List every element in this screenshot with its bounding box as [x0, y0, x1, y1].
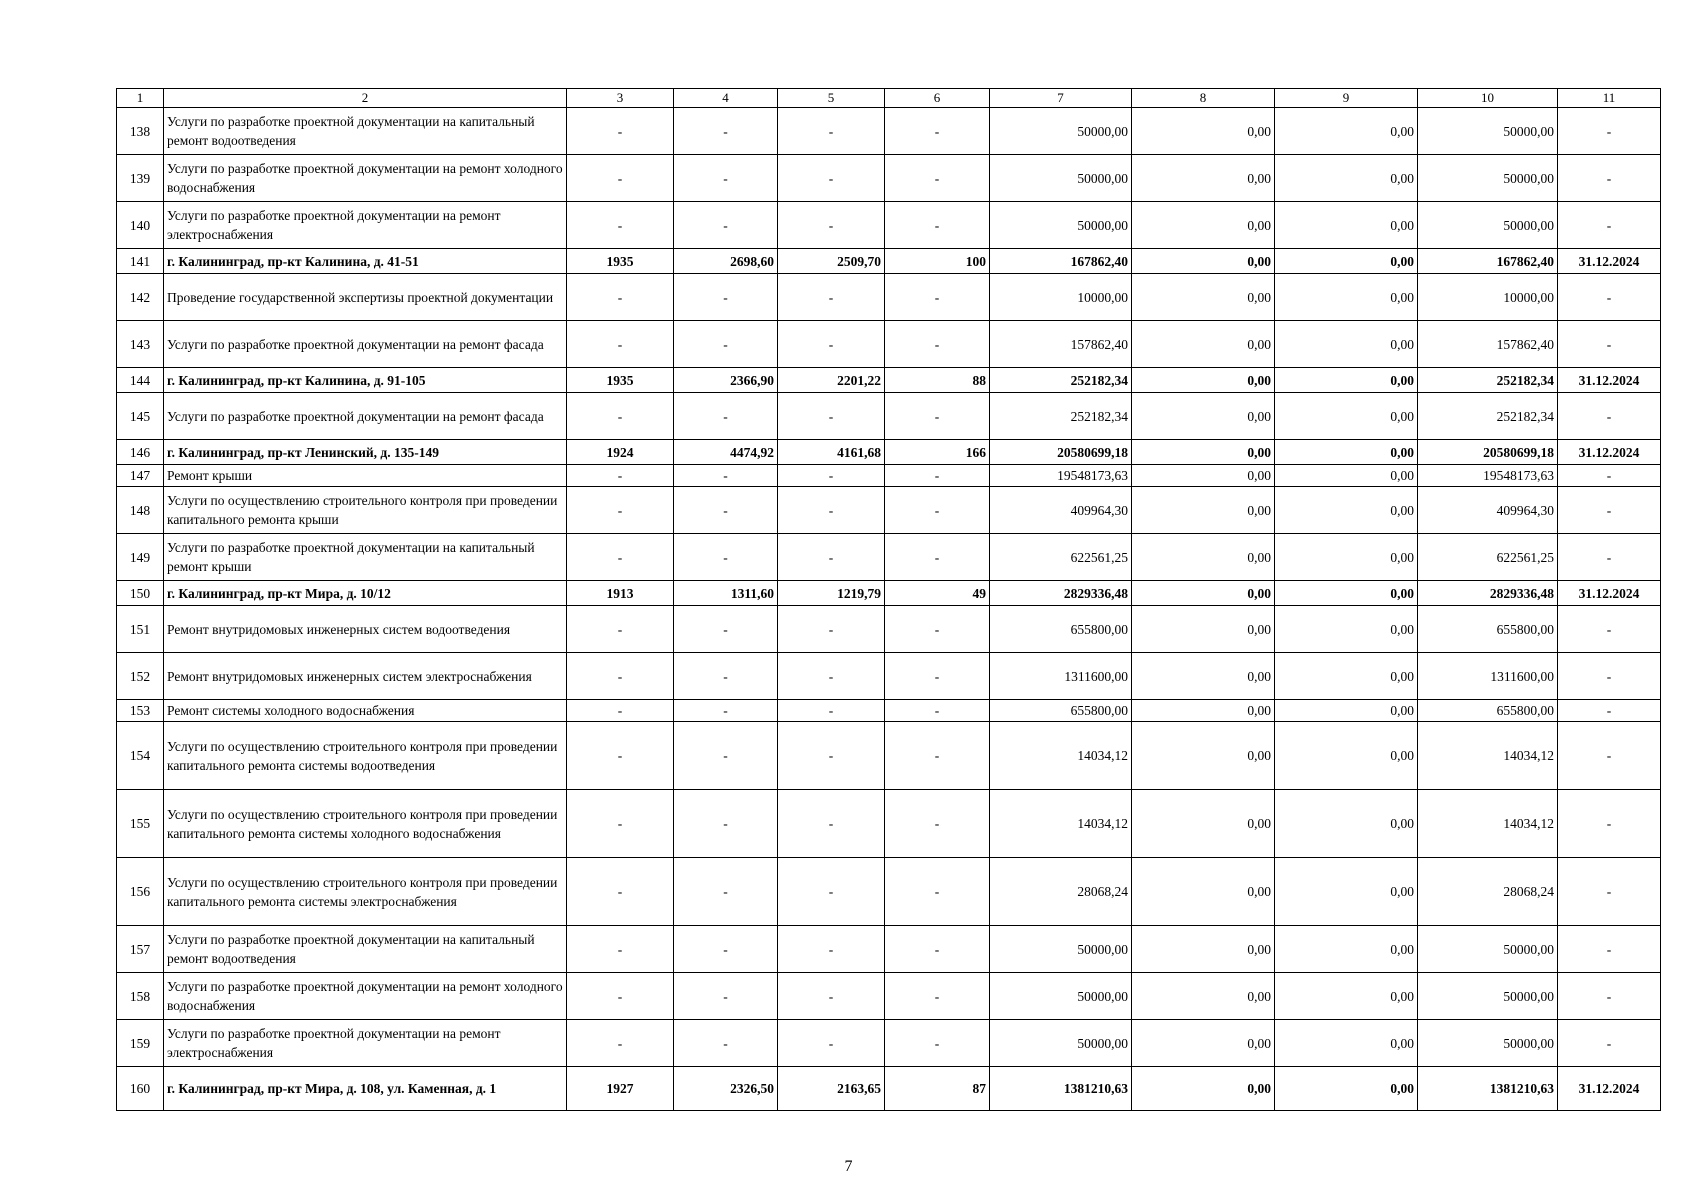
cell-col-6: - [885, 606, 990, 653]
cell-col-9: 0,00 [1275, 393, 1418, 440]
cell-col-11: 31.12.2024 [1558, 581, 1661, 606]
cell-col-4: - [674, 926, 778, 973]
cell-col-7: 14034,12 [990, 722, 1132, 790]
cell-col-6: - [885, 155, 990, 202]
cell-col-5: 2163,65 [778, 1067, 885, 1111]
cell-col-9: 0,00 [1275, 722, 1418, 790]
table-row [117, 202, 1661, 249]
cell-col-3: 1935 [567, 249, 674, 274]
cell-col-9: 0,00 [1275, 790, 1418, 858]
cell-col-7: 167862,40 [990, 249, 1132, 274]
row-number: 142 [117, 274, 164, 321]
row-name: Услуги по осуществлению строительного контроля при проведении капитального ремонта системы электроснабжения [164, 858, 567, 926]
table-row [117, 534, 1661, 581]
row-number: 141 [117, 249, 164, 274]
cell-col-11: - [1558, 858, 1661, 926]
cell-col-7: 622561,25 [990, 534, 1132, 581]
table-row [117, 973, 1661, 1020]
cell-col-10: 252182,34 [1418, 393, 1558, 440]
cell-col-5: - [778, 274, 885, 321]
row-name: Ремонт системы холодного водоснабжения [164, 700, 567, 722]
cell-col-9: 0,00 [1275, 606, 1418, 653]
cell-col-8: 0,00 [1132, 1020, 1275, 1067]
row-number: 156 [117, 858, 164, 926]
cell-col-3: - [567, 487, 674, 534]
cell-col-5: - [778, 700, 885, 722]
row-name: Услуги по разработке проектной документации на ремонт фасада [164, 321, 567, 368]
table-row [117, 858, 1661, 926]
cell-col-5: - [778, 606, 885, 653]
cell-col-8: 0,00 [1132, 790, 1275, 858]
cell-col-11: - [1558, 722, 1661, 790]
cell-col-9: 0,00 [1275, 202, 1418, 249]
cell-col-9: 0,00 [1275, 321, 1418, 368]
cell-col-6: 88 [885, 368, 990, 393]
cell-col-7: 20580699,18 [990, 440, 1132, 465]
column-header-8: 8 [1132, 89, 1275, 108]
cell-col-5: 4161,68 [778, 440, 885, 465]
cell-col-3: - [567, 653, 674, 700]
cell-col-11: - [1558, 274, 1661, 321]
cell-col-11: - [1558, 926, 1661, 973]
cell-col-8: 0,00 [1132, 202, 1275, 249]
table-row [117, 653, 1661, 700]
cell-col-11: - [1558, 534, 1661, 581]
cell-col-8: 0,00 [1132, 465, 1275, 487]
cell-col-6: - [885, 722, 990, 790]
cell-col-8: 0,00 [1132, 722, 1275, 790]
cell-col-9: 0,00 [1275, 368, 1418, 393]
cell-col-10: 50000,00 [1418, 973, 1558, 1020]
cell-col-7: 50000,00 [990, 1020, 1132, 1067]
cell-col-9: 0,00 [1275, 155, 1418, 202]
cell-col-7: 1381210,63 [990, 1067, 1132, 1111]
cell-col-9: 0,00 [1275, 249, 1418, 274]
cell-col-6: - [885, 700, 990, 722]
cell-col-3: 1913 [567, 581, 674, 606]
cell-col-8: 0,00 [1132, 368, 1275, 393]
cell-col-6: 49 [885, 581, 990, 606]
cell-col-8: 0,00 [1132, 249, 1275, 274]
cell-col-10: 1381210,63 [1418, 1067, 1558, 1111]
column-number-header-row [117, 89, 1661, 108]
cell-col-11: - [1558, 108, 1661, 155]
cell-col-3: - [567, 393, 674, 440]
cell-col-11: 31.12.2024 [1558, 440, 1661, 465]
row-number: 139 [117, 155, 164, 202]
table-row [117, 790, 1661, 858]
cell-col-11: 31.12.2024 [1558, 368, 1661, 393]
cell-col-4: - [674, 606, 778, 653]
column-header-11: 11 [1558, 89, 1661, 108]
cell-col-9: 0,00 [1275, 926, 1418, 973]
cell-col-6: 100 [885, 249, 990, 274]
cell-col-10: 655800,00 [1418, 606, 1558, 653]
cell-col-7: 252182,34 [990, 368, 1132, 393]
cell-col-8: 0,00 [1132, 108, 1275, 155]
cell-col-5: - [778, 321, 885, 368]
cell-col-7: 50000,00 [990, 202, 1132, 249]
cell-col-3: - [567, 155, 674, 202]
cell-col-6: - [885, 321, 990, 368]
column-header-3: 3 [567, 89, 674, 108]
cell-col-6: - [885, 653, 990, 700]
cell-col-5: - [778, 973, 885, 1020]
cell-col-8: 0,00 [1132, 653, 1275, 700]
cell-col-7: 409964,30 [990, 487, 1132, 534]
row-number: 151 [117, 606, 164, 653]
row-number: 150 [117, 581, 164, 606]
cell-col-7: 28068,24 [990, 858, 1132, 926]
cell-col-6: - [885, 973, 990, 1020]
cell-col-3: - [567, 321, 674, 368]
cell-col-11: - [1558, 393, 1661, 440]
cell-col-10: 167862,40 [1418, 249, 1558, 274]
cell-col-9: 0,00 [1275, 487, 1418, 534]
cell-col-8: 0,00 [1132, 487, 1275, 534]
cell-col-11: - [1558, 700, 1661, 722]
cell-col-5: - [778, 858, 885, 926]
cell-col-8: 0,00 [1132, 606, 1275, 653]
cell-col-7: 2829336,48 [990, 581, 1132, 606]
cell-col-9: 0,00 [1275, 108, 1418, 155]
cell-col-5: 1219,79 [778, 581, 885, 606]
cell-col-3: - [567, 534, 674, 581]
cell-col-11: - [1558, 321, 1661, 368]
cell-col-8: 0,00 [1132, 393, 1275, 440]
cell-col-4: 4474,92 [674, 440, 778, 465]
row-name: Ремонт крыши [164, 465, 567, 487]
cell-col-4: - [674, 465, 778, 487]
cell-col-11: - [1558, 653, 1661, 700]
cell-col-10: 14034,12 [1418, 722, 1558, 790]
row-number: 160 [117, 1067, 164, 1111]
cell-col-8: 0,00 [1132, 155, 1275, 202]
row-name: Услуги по разработке проектной документации на ремонт электроснабжения [164, 1020, 567, 1067]
cell-col-11: - [1558, 790, 1661, 858]
cell-col-3: 1927 [567, 1067, 674, 1111]
row-name: Услуги по разработке проектной документации на капитальный ремонт водоотведения [164, 926, 567, 973]
document-sheet [116, 88, 1661, 1111]
cell-col-4: - [674, 393, 778, 440]
cell-col-9: 0,00 [1275, 1067, 1418, 1111]
row-name: Ремонт внутридомовых инженерных систем электроснабжения [164, 653, 567, 700]
page-number: 7 [844, 1158, 853, 1175]
cell-col-5: - [778, 393, 885, 440]
repair-program-table [116, 88, 1661, 1111]
cell-col-3: - [567, 465, 674, 487]
cell-col-9: 0,00 [1275, 700, 1418, 722]
cell-col-3: - [567, 202, 674, 249]
cell-col-10: 19548173,63 [1418, 465, 1558, 487]
cell-col-4: 2326,50 [674, 1067, 778, 1111]
cell-col-3: - [567, 973, 674, 1020]
column-header-6: 6 [885, 89, 990, 108]
row-name: Услуги по осуществлению строительного контроля при проведении капитального ремонта системы холодного водоснабжения [164, 790, 567, 858]
cell-col-7: 10000,00 [990, 274, 1132, 321]
cell-col-6: - [885, 858, 990, 926]
cell-col-10: 50000,00 [1418, 1020, 1558, 1067]
row-name: г. Калининград, пр-кт Калинина, д. 91-105 [164, 368, 567, 393]
row-number: 145 [117, 393, 164, 440]
cell-col-9: 0,00 [1275, 1020, 1418, 1067]
cell-col-4: - [674, 1020, 778, 1067]
cell-col-10: 1311600,00 [1418, 653, 1558, 700]
address-row [117, 249, 1661, 274]
table-row [117, 700, 1661, 722]
cell-col-6: - [885, 487, 990, 534]
cell-col-8: 0,00 [1132, 973, 1275, 1020]
row-name: Услуги по осуществлению строительного контроля при проведении капитального ремонта системы водоотведения [164, 722, 567, 790]
cell-col-4: - [674, 790, 778, 858]
table-row [117, 321, 1661, 368]
cell-col-4: - [674, 202, 778, 249]
row-name: Услуги по разработке проектной документации на капитальный ремонт водоотведения [164, 108, 567, 155]
cell-col-6: - [885, 534, 990, 581]
cell-col-11: - [1558, 202, 1661, 249]
cell-col-3: - [567, 274, 674, 321]
cell-col-6: - [885, 790, 990, 858]
cell-col-3: - [567, 108, 674, 155]
cell-col-3: 1924 [567, 440, 674, 465]
cell-col-5: - [778, 155, 885, 202]
row-number: 146 [117, 440, 164, 465]
cell-col-8: 0,00 [1132, 858, 1275, 926]
cell-col-8: 0,00 [1132, 321, 1275, 368]
cell-col-9: 0,00 [1275, 440, 1418, 465]
row-name: Услуги по разработке проектной документации на ремонт электроснабжения [164, 202, 567, 249]
cell-col-6: - [885, 274, 990, 321]
cell-col-7: 14034,12 [990, 790, 1132, 858]
row-name: Услуги по осуществлению строительного контроля при проведении капитального ремонта крыши [164, 487, 567, 534]
cell-col-7: 157862,40 [990, 321, 1132, 368]
row-name: Услуги по разработке проектной документации на ремонт холодного водоснабжения [164, 155, 567, 202]
cell-col-6: 166 [885, 440, 990, 465]
cell-col-4: - [674, 274, 778, 321]
row-number: 153 [117, 700, 164, 722]
cell-col-11: - [1558, 606, 1661, 653]
cell-col-3: - [567, 1020, 674, 1067]
cell-col-3: - [567, 700, 674, 722]
cell-col-5: - [778, 108, 885, 155]
table-row [117, 393, 1661, 440]
cell-col-4: - [674, 108, 778, 155]
cell-col-11: 31.12.2024 [1558, 249, 1661, 274]
cell-col-9: 0,00 [1275, 465, 1418, 487]
cell-col-4: - [674, 722, 778, 790]
cell-col-6: - [885, 926, 990, 973]
cell-col-6: - [885, 202, 990, 249]
cell-col-5: - [778, 653, 885, 700]
cell-col-10: 252182,34 [1418, 368, 1558, 393]
cell-col-6: - [885, 465, 990, 487]
cell-col-6: - [885, 108, 990, 155]
cell-col-8: 0,00 [1132, 440, 1275, 465]
cell-col-11: - [1558, 973, 1661, 1020]
cell-col-5: - [778, 790, 885, 858]
cell-col-10: 655800,00 [1418, 700, 1558, 722]
row-number: 152 [117, 653, 164, 700]
cell-col-8: 0,00 [1132, 700, 1275, 722]
cell-col-10: 50000,00 [1418, 202, 1558, 249]
cell-col-11: 31.12.2024 [1558, 1067, 1661, 1111]
cell-col-5: 2509,70 [778, 249, 885, 274]
cell-col-4: - [674, 700, 778, 722]
cell-col-10: 2829336,48 [1418, 581, 1558, 606]
cell-col-7: 655800,00 [990, 606, 1132, 653]
table-row [117, 465, 1661, 487]
cell-col-10: 622561,25 [1418, 534, 1558, 581]
row-number: 140 [117, 202, 164, 249]
cell-col-4: - [674, 973, 778, 1020]
column-header-5: 5 [778, 89, 885, 108]
cell-col-4: 2366,90 [674, 368, 778, 393]
table-body [117, 89, 1661, 1111]
row-name: г. Калининград, пр-кт Мира, д. 108, ул. Каменная, д. 1 [164, 1067, 567, 1111]
column-header-4: 4 [674, 89, 778, 108]
column-header-2: 2 [164, 89, 567, 108]
column-header-7: 7 [990, 89, 1132, 108]
cell-col-5: - [778, 722, 885, 790]
table-row [117, 926, 1661, 973]
cell-col-3: 1935 [567, 368, 674, 393]
cell-col-4: - [674, 858, 778, 926]
cell-col-9: 0,00 [1275, 973, 1418, 1020]
cell-col-4: - [674, 321, 778, 368]
cell-col-11: - [1558, 155, 1661, 202]
cell-col-5: - [778, 465, 885, 487]
cell-col-9: 0,00 [1275, 534, 1418, 581]
cell-col-9: 0,00 [1275, 653, 1418, 700]
table-row [117, 487, 1661, 534]
cell-col-10: 50000,00 [1418, 108, 1558, 155]
cell-col-10: 28068,24 [1418, 858, 1558, 926]
row-number: 144 [117, 368, 164, 393]
row-number: 149 [117, 534, 164, 581]
cell-col-8: 0,00 [1132, 926, 1275, 973]
cell-col-9: 0,00 [1275, 274, 1418, 321]
table-row [117, 274, 1661, 321]
row-name: г. Калининград, пр-кт Мира, д. 10/12 [164, 581, 567, 606]
table-row [117, 155, 1661, 202]
row-number: 148 [117, 487, 164, 534]
cell-col-4: - [674, 534, 778, 581]
cell-col-8: 0,00 [1132, 274, 1275, 321]
row-name: г. Калининград, пр-кт Калинина, д. 41-51 [164, 249, 567, 274]
cell-col-3: - [567, 790, 674, 858]
table-row [117, 722, 1661, 790]
cell-col-6: 87 [885, 1067, 990, 1111]
cell-col-8: 0,00 [1132, 581, 1275, 606]
cell-col-10: 14034,12 [1418, 790, 1558, 858]
row-number: 154 [117, 722, 164, 790]
cell-col-7: 655800,00 [990, 700, 1132, 722]
cell-col-4: - [674, 155, 778, 202]
address-row [117, 368, 1661, 393]
column-header-1: 1 [117, 89, 164, 108]
cell-col-7: 1311600,00 [990, 653, 1132, 700]
table-row [117, 108, 1661, 155]
row-number: 155 [117, 790, 164, 858]
cell-col-7: 252182,34 [990, 393, 1132, 440]
cell-col-11: - [1558, 465, 1661, 487]
address-row [117, 581, 1661, 606]
cell-col-5: - [778, 202, 885, 249]
cell-col-3: - [567, 858, 674, 926]
cell-col-9: 0,00 [1275, 858, 1418, 926]
row-number: 138 [117, 108, 164, 155]
cell-col-10: 157862,40 [1418, 321, 1558, 368]
cell-col-5: 2201,22 [778, 368, 885, 393]
row-name: Проведение государственной экспертизы проектной документации [164, 274, 567, 321]
cell-col-7: 50000,00 [990, 926, 1132, 973]
cell-col-10: 50000,00 [1418, 926, 1558, 973]
table-row [117, 606, 1661, 653]
cell-col-4: 1311,60 [674, 581, 778, 606]
row-number: 157 [117, 926, 164, 973]
cell-col-5: - [778, 534, 885, 581]
cell-col-7: 50000,00 [990, 108, 1132, 155]
row-name: Услуги по разработке проектной документации на ремонт фасада [164, 393, 567, 440]
cell-col-6: - [885, 393, 990, 440]
cell-col-3: - [567, 926, 674, 973]
row-number: 147 [117, 465, 164, 487]
cell-col-10: 50000,00 [1418, 155, 1558, 202]
cell-col-7: 19548173,63 [990, 465, 1132, 487]
column-header-10: 10 [1418, 89, 1558, 108]
row-name: г. Калининград, пр-кт Ленинский, д. 135-149 [164, 440, 567, 465]
cell-col-6: - [885, 1020, 990, 1067]
cell-col-11: - [1558, 487, 1661, 534]
cell-col-10: 10000,00 [1418, 274, 1558, 321]
cell-col-7: 50000,00 [990, 155, 1132, 202]
cell-col-9: 0,00 [1275, 581, 1418, 606]
row-name: Услуги по разработке проектной документации на капитальный ремонт крыши [164, 534, 567, 581]
address-row [117, 440, 1661, 465]
row-number: 159 [117, 1020, 164, 1067]
row-name: Ремонт внутридомовых инженерных систем водоотведения [164, 606, 567, 653]
row-name: Услуги по разработке проектной документации на ремонт холодного водоснабжения [164, 973, 567, 1020]
cell-col-3: - [567, 722, 674, 790]
cell-col-8: 0,00 [1132, 1067, 1275, 1111]
cell-col-10: 20580699,18 [1418, 440, 1558, 465]
table-row [117, 1020, 1661, 1067]
row-number: 143 [117, 321, 164, 368]
cell-col-5: - [778, 487, 885, 534]
row-number: 158 [117, 973, 164, 1020]
cell-col-5: - [778, 926, 885, 973]
cell-col-4: - [674, 487, 778, 534]
cell-col-10: 409964,30 [1418, 487, 1558, 534]
cell-col-8: 0,00 [1132, 534, 1275, 581]
cell-col-5: - [778, 1020, 885, 1067]
cell-col-7: 50000,00 [990, 973, 1132, 1020]
cell-col-3: - [567, 606, 674, 653]
cell-col-11: - [1558, 1020, 1661, 1067]
address-row [117, 1067, 1661, 1111]
column-header-9: 9 [1275, 89, 1418, 108]
cell-col-4: - [674, 653, 778, 700]
cell-col-4: 2698,60 [674, 249, 778, 274]
